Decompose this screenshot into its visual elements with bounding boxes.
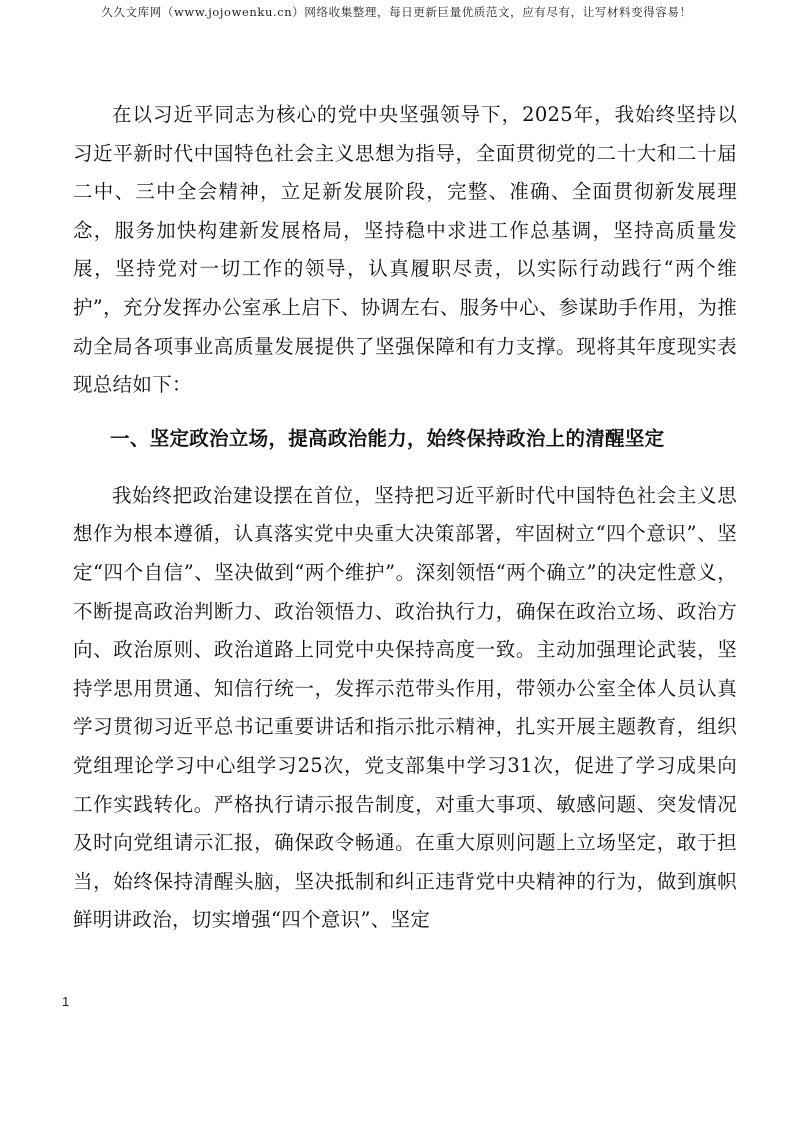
section-paragraph: 我始终把政治建设摆在首位，坚持把习近平新时代中国特色社会主义思想作为根本遵循，认真落实党中央重大决策部署，牢固树立“四个意识”、坚定“四个自信”、坚决做到“两个维护”。深刻领悟“两个确立”的决定性意义，不断提高政治判断力、政治领悟力、政治执行力，确保在政治立场、政治方向、政治原则、政治道路上同党中央保持高度一致。主动加强理论武装，坚持学思用贯通、知信行统一，发挥示范带头作用，带领办公室全体人员认真学习贯彻习近平总书记重要讲话和指示批示精神，扎实开展主题教育，组织党组理论学习中心组学习25次，党支部集中学习31次，促进了学习成果向工作实践转化。严格执行请示报告制度，对重大事项、敏感问题、突发情况及时向党组请示汇报，确保政令畅通。在重大原则问题上立场坚定，敢于担当，始终保持清醒头脑，坚决抵制和纠正违背党中央精神的行为，做到旗帜鲜明讲政治，切实增强“四个意识”、坚定 (73, 483, 737, 932)
page-number: 1 (62, 994, 70, 1009)
document-body (73, 96, 737, 940)
section-heading: 一、坚定政治立场，提高政治能力，始终保持政治上的清醒坚定 (110, 426, 665, 450)
spacer (73, 405, 737, 415)
intro-paragraph: 在以习近平同志为核心的党中央坚强领导下，2025年，我始终坚持以习近平新时代中国特色社会主义思想为指导，全面贯彻党的二十大和二十届二中、三中全会精神，立足新发展阶段，完整、准确、全面贯彻新发展理念，服务加快构建新发展格局，坚持稳中求进工作总基调，坚持高质量发展，坚持党对一切工作的领导，认真履职尽责，以实际行动践行“两个维护”，充分发挥办公室承上启下、协调左右、服务中心、参谋助手作用，为推动全局各项事业高质量发展提供了坚强保障和有力支撑。现将其年度现实表现总结如下： (73, 103, 737, 397)
site-banner: 久久文库网（www.jojowenku.cn）网络收集整理，每日更新巨量优质范文，应有尽有，让写材料变得容易！ (101, 5, 692, 19)
spacer (73, 467, 737, 477)
